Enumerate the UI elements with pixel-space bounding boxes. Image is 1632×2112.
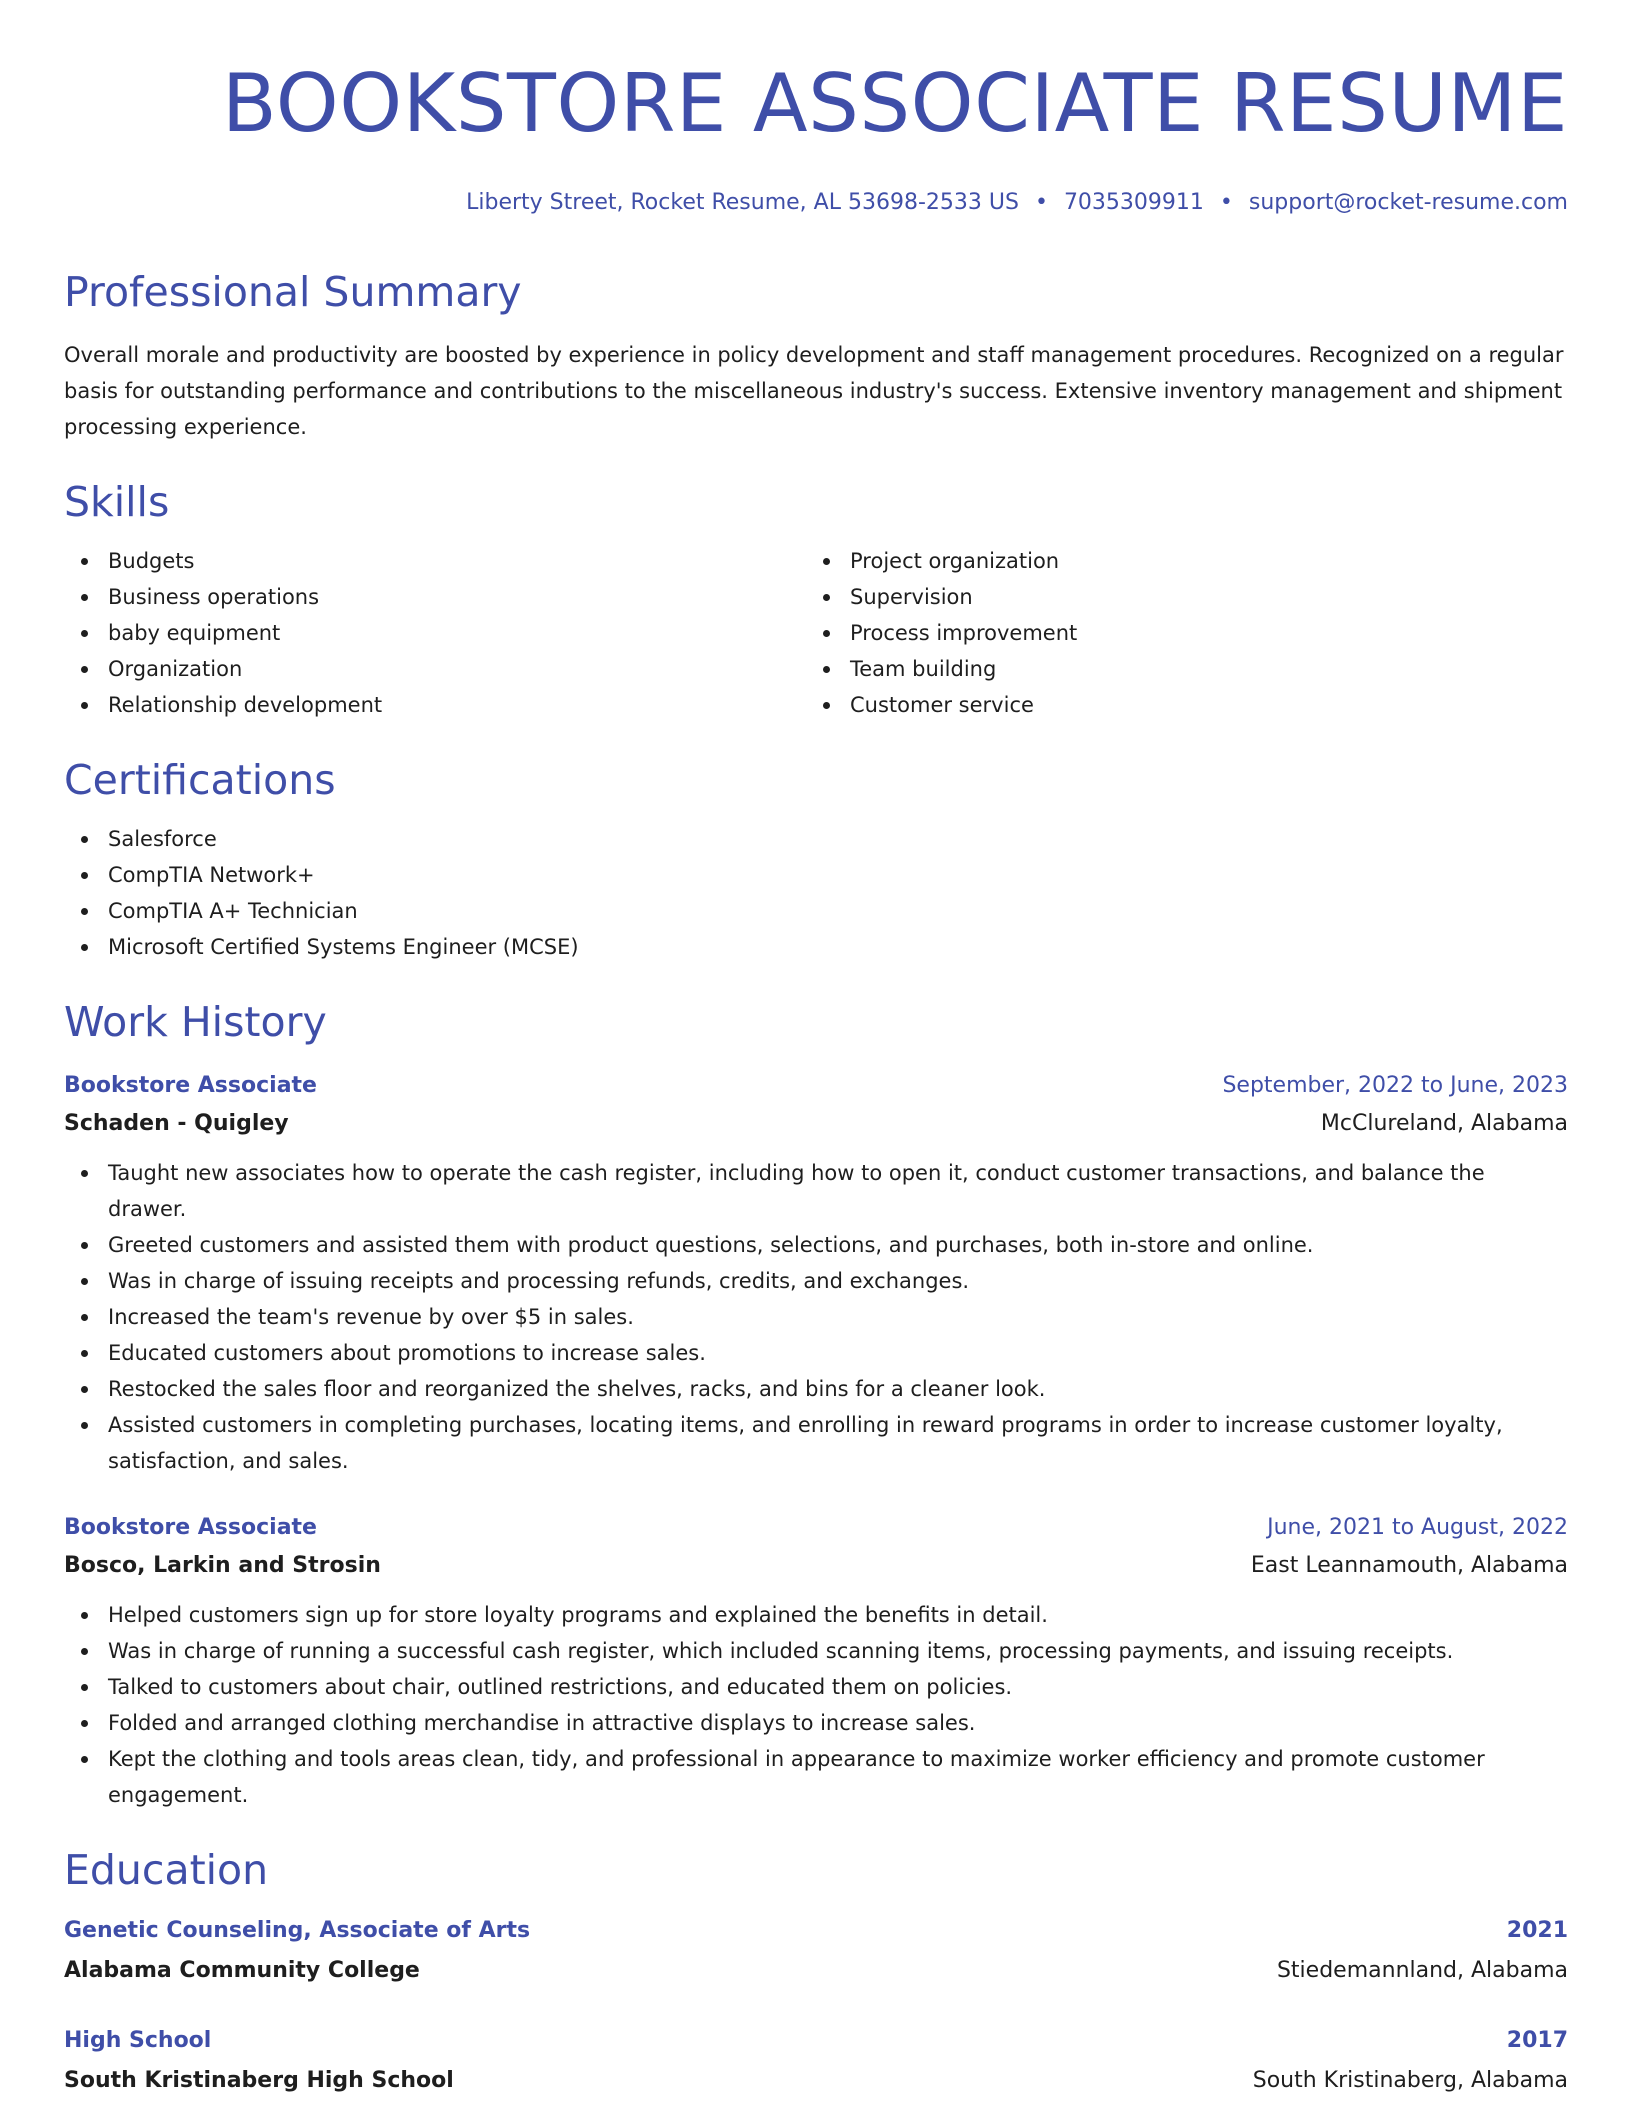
skill-item: Customer service xyxy=(806,687,1548,723)
certification-item: CompTIA Network+ xyxy=(64,857,1568,893)
education-year: 2021 xyxy=(1506,1918,1568,1943)
education-entry xyxy=(64,1911,1568,1991)
certifications-heading: Certifications xyxy=(64,756,336,804)
skill-item: Relationship development xyxy=(64,687,806,723)
job-bullet: Was in charge of issuing receipts and processing refunds, credits, and exchanges. xyxy=(64,1263,1568,1299)
certification-item: Microsoft Certified Systems Engineer (MCSE) xyxy=(64,929,1568,965)
certifications-list xyxy=(64,821,1568,965)
skills-heading: Skills xyxy=(64,478,170,526)
skill-item: Project organization xyxy=(806,543,1548,579)
job-title: Bookstore Associate xyxy=(64,1515,317,1540)
job-bullet: Helped customers sign up for store loyalty programs and explained the benefits in detail. xyxy=(64,1597,1568,1633)
job-dates: June, 2021 to August, 2022 xyxy=(1267,1515,1568,1540)
job-bullet: Was in charge of running a successful cash register, which included scanning items, processing payments, and issuing receipts. xyxy=(64,1633,1568,1669)
job-dates: September, 2022 to June, 2023 xyxy=(1222,1073,1568,1098)
skills-list xyxy=(64,543,1568,723)
job-location: East Leannamouth, Alabama xyxy=(1250,1553,1568,1578)
contact-separator: • xyxy=(1034,190,1048,215)
job-company: Schaden - Quigley xyxy=(64,1111,289,1136)
contact-phone: 7035309911 xyxy=(1063,190,1204,215)
job-bullets xyxy=(64,1155,1568,1479)
job-bullet: Increased the team's revenue by over $5 in sales. xyxy=(64,1299,1568,1335)
education-degree: Genetic Counseling, Associate of Arts xyxy=(64,1918,531,1943)
job-bullet: Educated customers about promotions to increase sales. xyxy=(64,1335,1568,1371)
resume-title: BOOKSTORE ASSOCIATE RESUME xyxy=(221,57,1568,150)
skill-item: Process improvement xyxy=(806,615,1548,651)
job-company: Bosco, Larkin and Strosin xyxy=(64,1553,381,1578)
education-year: 2017 xyxy=(1506,2028,1568,2053)
job-bullet: Assisted customers in completing purchases, locating items, and enrolling in reward programs in order to increase customer loyalty, satisfaction, and sales. xyxy=(64,1407,1568,1479)
contact-email: support@rocket-resume.com xyxy=(1248,190,1568,215)
job-title: Bookstore Associate xyxy=(64,1073,317,1098)
skill-item: baby equipment xyxy=(64,615,806,651)
job-bullet: Taught new associates how to operate the cash register, including how to open it, conduct customer transactions, and balance the drawer. xyxy=(64,1155,1568,1227)
summary-text: Overall morale and productivity are boosted by experience in policy development and staff management procedures. Recognized on a regular basis for outstanding performance and contributions to the miscellaneous industry's success. Extensive inventory management and shipment processing experience. xyxy=(64,343,1564,439)
contact-separator: • xyxy=(1219,190,1233,215)
skills-column-right xyxy=(806,543,1548,723)
education-location: Stiedemannland, Alabama xyxy=(1276,1958,1568,1983)
job-bullet: Folded and arranged clothing merchandise in attractive displays to increase sales. xyxy=(64,1705,1568,1741)
education-school: South Kristinaberg High School xyxy=(64,2068,454,2093)
contact-address: Liberty Street, Rocket Resume, AL 53698-2533 US xyxy=(466,190,1019,215)
job-bullets xyxy=(64,1597,1568,1813)
skill-item: Budgets xyxy=(64,543,806,579)
education-location: South Kristinaberg, Alabama xyxy=(1252,2068,1568,2093)
job-entry xyxy=(64,1067,1568,1479)
education-heading: Education xyxy=(64,1846,269,1894)
certification-item: Salesforce xyxy=(64,821,1568,857)
skill-item: Business operations xyxy=(64,579,806,615)
skill-item: Supervision xyxy=(806,579,1548,615)
skill-item: Organization xyxy=(64,651,806,687)
contact-line xyxy=(64,190,1568,215)
resume-page xyxy=(64,56,1568,2101)
job-bullet: Talked to customers about chair, outlined restrictions, and educated them on policies. xyxy=(64,1669,1568,1705)
job-bullet: Restocked the sales floor and reorganized the shelves, racks, and bins for a cleaner look. xyxy=(64,1371,1568,1407)
job-entry xyxy=(64,1509,1568,1813)
certification-item: CompTIA A+ Technician xyxy=(64,893,1568,929)
job-bullet: Kept the clothing and tools areas clean, tidy, and professional in appearance to maximize worker efficiency and promote customer engagement. xyxy=(64,1741,1568,1813)
summary-heading: Professional Summary xyxy=(64,268,522,316)
work-history-heading: Work History xyxy=(64,998,327,1046)
education-degree: High School xyxy=(64,2028,212,2053)
skill-item: Team building xyxy=(806,651,1548,687)
skills-column-left xyxy=(64,543,806,723)
job-bullet: Greeted customers and assisted them with product questions, selections, and purchases, both in-store and online. xyxy=(64,1227,1568,1263)
education-entry xyxy=(64,2021,1568,2101)
job-location: McClureland, Alabama xyxy=(1320,1111,1568,1136)
education-school: Alabama Community College xyxy=(64,1958,420,1983)
